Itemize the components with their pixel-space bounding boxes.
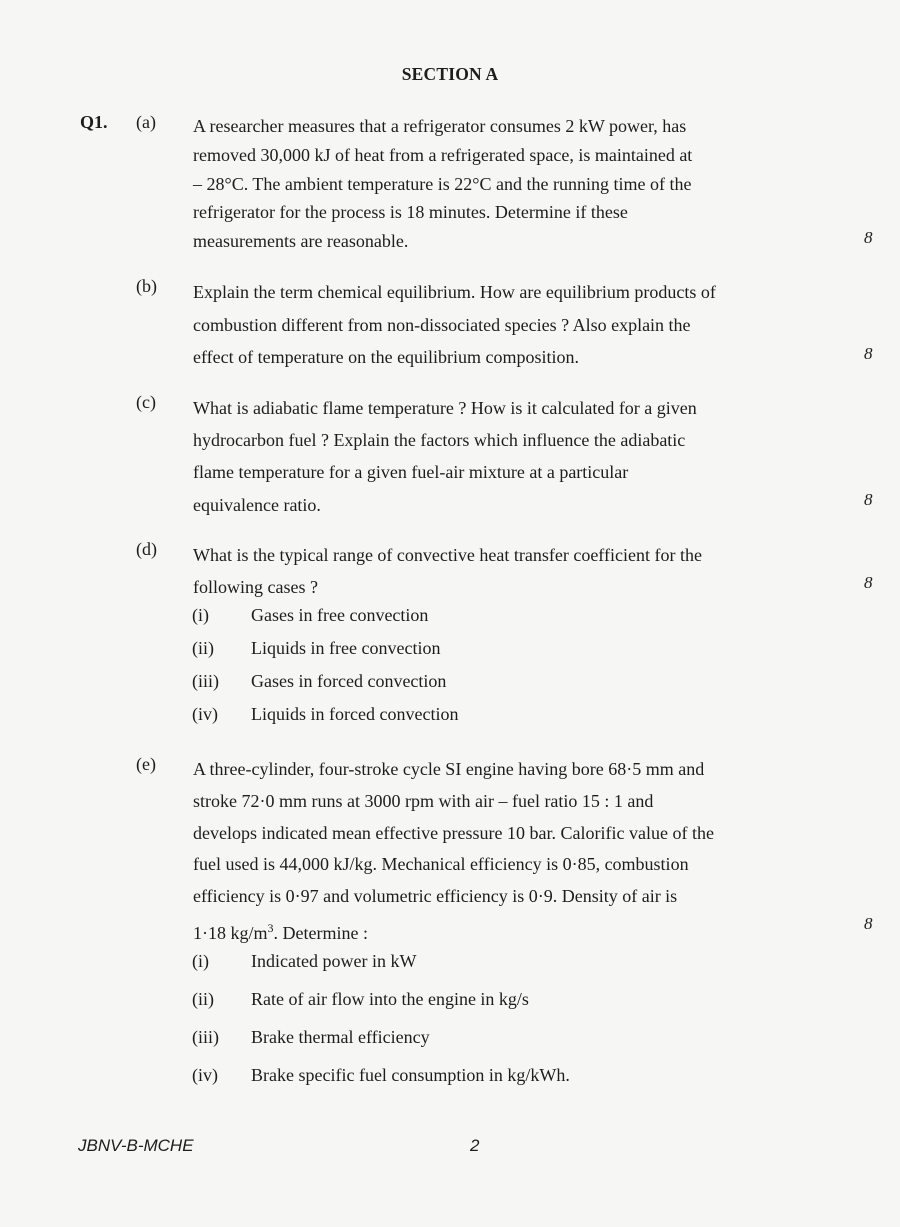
text-line: A researcher measures that a refrigerator consumes 2 kW power, has <box>193 116 687 136</box>
part-text <box>193 392 840 521</box>
question-number: Q1. <box>80 112 108 132</box>
text-line: Explain the term chemical equilibrium. How are equilibrium products of <box>193 282 716 302</box>
section-title: SECTION A <box>401 64 499 84</box>
subpart-numeral: (ii) <box>192 638 214 658</box>
subpart-text: Rate of air flow into the engine in kg/s <box>251 989 529 1009</box>
text-line: flame temperature for a given fuel-air mixture at a particular <box>193 462 629 483</box>
subpart-text: Liquids in free convection <box>251 638 441 658</box>
part-label: (e) <box>136 754 156 774</box>
subpart-numeral: (iv) <box>192 704 218 724</box>
text-line: develops indicated mean effective pressure 10 bar. Calorific value of the <box>193 822 714 843</box>
subpart-text: Brake thermal efficiency <box>251 1027 430 1047</box>
text-line: fuel used is 44,000 kJ/kg. Mechanical efficiency is 0·85, combustion <box>193 854 689 875</box>
subpart-numeral: (iv) <box>192 1065 218 1085</box>
subpart-numeral: (i) <box>192 951 209 971</box>
text-line: What is the typical range of convective heat transfer coefficient for the <box>193 545 702 565</box>
subpart-text: Brake specific fuel consumption in kg/kWh. <box>251 1065 570 1085</box>
subpart-text: Gases in forced convection <box>251 671 447 691</box>
marks: 8 <box>864 344 873 363</box>
marks: 8 <box>864 490 873 509</box>
text-line: A three-cylinder, four-stroke cycle SI engine having bore 68·5 mm and <box>193 759 705 779</box>
part-label: (a) <box>136 112 156 132</box>
text-line: combustion different from non-dissociated species ? Also explain the <box>193 314 691 335</box>
text-line: – 28°C. The ambient temperature is 22°C and the running time of the <box>193 173 692 194</box>
part-text <box>193 112 840 256</box>
part-text <box>193 754 840 950</box>
part-label: (d) <box>136 539 157 559</box>
subpart-numeral: (i) <box>192 605 209 625</box>
text-line: stroke 72·0 mm runs at 3000 rpm with air – fuel ratio 15 : 1 and <box>193 790 654 811</box>
text-line: hydrocarbon fuel ? Explain the factors which influence the adiabatic <box>193 430 686 451</box>
paper-code: JBNV-B-MCHE <box>78 1136 194 1155</box>
superscript: 3 <box>267 920 274 935</box>
determine-text: . Determine : <box>273 922 368 943</box>
text-line-last <box>193 913 840 950</box>
marks: 8 <box>864 228 873 247</box>
subpart-numeral: (iii) <box>192 1027 219 1047</box>
marks: 8 <box>864 573 873 592</box>
subpart-text: Gases in free convection <box>251 605 429 625</box>
subpart-text: Liquids in forced convection <box>251 704 459 724</box>
density-value: 1·18 kg/m <box>193 922 268 943</box>
text-line: removed 30,000 kJ of heat from a refrigerated space, is maintained at <box>193 144 693 165</box>
subpart-numeral: (ii) <box>192 989 214 1009</box>
text-line: refrigerator for the process is 18 minutes. Determine if these <box>193 202 628 223</box>
marks: 8 <box>864 914 873 933</box>
text-line: following cases ? <box>193 577 318 597</box>
text-line: effect of temperature on the equilibrium composition. <box>193 347 580 367</box>
part-text <box>193 276 840 374</box>
text-line: equivalence ratio. <box>193 494 321 515</box>
part-label: (b) <box>136 276 157 296</box>
text-line: measurements are reasonable. <box>193 231 409 252</box>
part-label: (c) <box>136 392 156 412</box>
text-line: What is adiabatic flame temperature ? How is it calculated for a given <box>193 398 697 418</box>
subpart-numeral: (iii) <box>192 671 219 691</box>
subpart-text: Indicated power in kW <box>251 951 417 971</box>
page-number: 2 <box>470 1136 480 1155</box>
part-text <box>193 539 840 603</box>
text-line: efficiency is 0·97 and volumetric efficiency is 0·9. Density of air is <box>193 886 678 907</box>
